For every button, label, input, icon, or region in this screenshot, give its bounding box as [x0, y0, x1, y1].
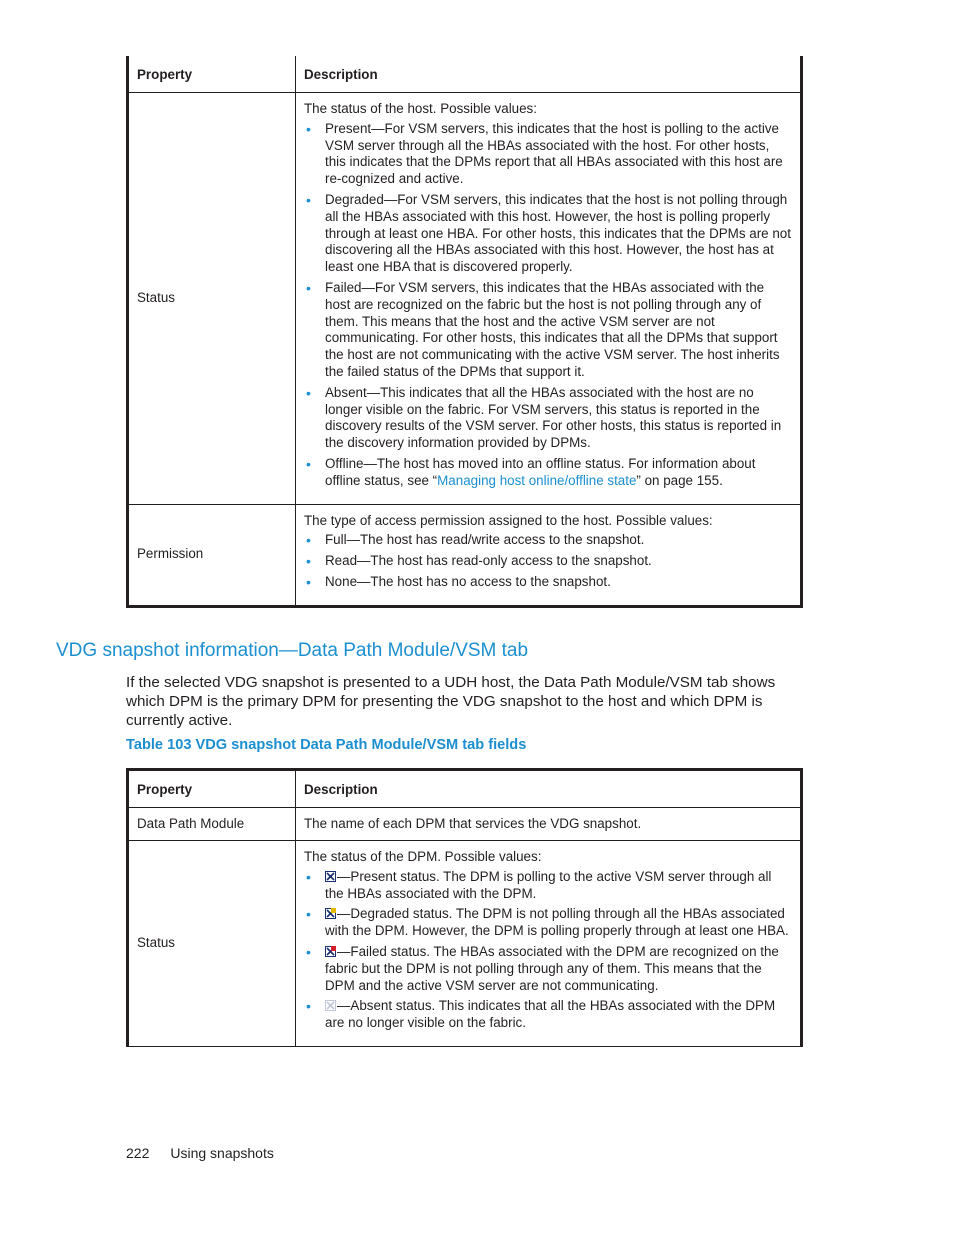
description-cell [296, 841, 802, 1047]
description-intro: The status of the DPM. Possible values: [304, 849, 542, 864]
list-item: • Failed—For VSM servers, this indicates that the HBAs associated with the host are recognized on the fabric but the host is not polling through any of them. This means that the host and the active VSM server are not communicating. For other hosts, this indicates that all the DPMs that support the host are not communicating with the active VSM server. The host inherits the failed status of the DPMs that support it. [304, 280, 792, 381]
managing-host-state-link[interactable]: Managing host online/offline state [437, 472, 637, 488]
list-item: • Full—The host has read/write access to the snapshot. [304, 532, 792, 549]
description-cell: The name of each DPM that services the VDG snapshot. [296, 808, 802, 841]
column-header-description: Description [296, 770, 802, 808]
section-heading: VDG snapshot information—Data Path Module/VSM tab [56, 640, 529, 661]
table-row [128, 93, 802, 505]
list-item: • None—The host has no access to the snapshot. [304, 574, 792, 591]
list-item: • Degraded—For VSM servers, this indicates that the host is not polling through all the HBAs associated with this host. However, the host is polling properly through at least one HBA. For other hosts, this indicates that the DPMs are not discovering all the HBAs associated with this host. However, the host has at least one HBA that is discovered properly. [304, 192, 792, 276]
footer-section-title: Using snapshots [170, 1145, 274, 1161]
column-header-description: Description [296, 56, 802, 93]
list-item [304, 869, 792, 903]
list-item [304, 944, 792, 994]
table-caption: Table 103 VDG snapshot Data Path Module/VSM tab fields [126, 737, 527, 753]
description-intro: The status of the host. Possible values: [304, 101, 537, 116]
description-cell [296, 504, 802, 606]
property-cell: Status [128, 841, 296, 1047]
values-list [304, 532, 792, 590]
status-description: —Degraded status. The DPM is not polling through all the HBAs associated with the DPM. However, the DPM is polling properly through at least one HBA. [325, 906, 789, 939]
list-item: • Present—For VSM servers, this indicates that the host is polling to the active VSM server through all the HBAs associated with the host. For other hosts, this indicates that the DPMs report that all HBAs associated with this host are re-cognized and active. [304, 121, 792, 188]
list-item [304, 906, 792, 940]
degraded-status-icon [325, 908, 336, 919]
table-row [128, 808, 802, 841]
absent-status-icon [325, 1000, 336, 1011]
values-list [304, 869, 792, 1032]
property-cell: Data Path Module [128, 808, 296, 841]
column-header-property: Property [128, 56, 296, 93]
list-item: • Read—The host has read-only access to the snapshot. [304, 553, 792, 570]
list-item [304, 998, 792, 1032]
page-number: 222 [126, 1145, 150, 1161]
property-cell: Status [128, 93, 296, 505]
description-intro: The type of access permission assigned to the host. Possible values: [304, 512, 713, 528]
status-description: —Failed status. The HBAs associated with the DPM are recognized on the fabric but the DPM is not polling through any of them. This means that the DPM and the active VSM server are not communicating. [325, 943, 779, 993]
failed-status-icon [325, 946, 336, 957]
page-footer [126, 1145, 274, 1161]
list-item: • Absent—This indicates that all the HBAs associated with the host are no longer visible on the fabric. For VSM servers, this status is reported in the discovery results of the VSM server. For other hosts, this status is reported in the discovery information provided by DPMs. [304, 385, 792, 452]
values-list [304, 121, 792, 490]
host-properties-table [126, 56, 803, 608]
status-description: —Present status. The DPM is polling to the active VSM server through all the HBAs associated with the DPM. [325, 868, 772, 901]
section-paragraph: If the selected VDG snapshot is presented to a UDH host, the Data Path Module/VSM tab shows which DPM is the primary DPM for presenting the VDG snapshot to the host and which DPM is currently active. [126, 674, 776, 729]
table-row [128, 841, 802, 1047]
dpm-fields-table [126, 768, 803, 1047]
table-row [128, 504, 802, 606]
description-cell [296, 93, 802, 505]
offline-text-before: Offline—The host has moved into an offline status. For information about offline status, see “ [325, 455, 756, 488]
present-status-icon [325, 871, 336, 882]
status-description: —Absent status. This indicates that all the HBAs associated with the DPM are no longer visible on the fabric. [325, 998, 776, 1031]
offline-text-after: ” on page 155. [636, 472, 723, 488]
table-header-row [128, 770, 802, 808]
column-header-property: Property [128, 770, 296, 808]
property-cell: Permission [128, 504, 296, 606]
table-header-row [128, 56, 802, 93]
list-item [304, 456, 792, 490]
